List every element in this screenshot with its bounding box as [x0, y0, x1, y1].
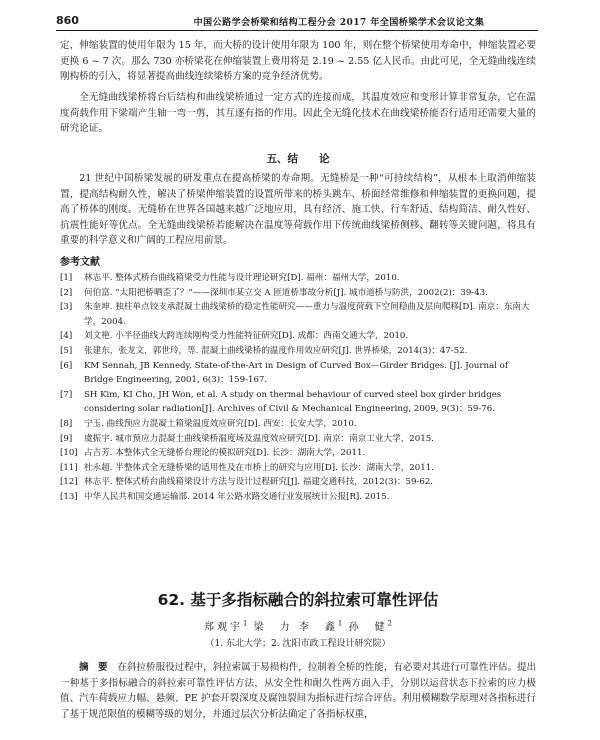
reference-number: [4] — [60, 331, 73, 342]
author-line — [60, 618, 536, 633]
reference-text: 林志平. 整体式桥台曲线箱梁设计方法与设计过程研究[J]. 福建交通科技，2012(3)：59-62. — [84, 477, 434, 488]
reference-list — [60, 271, 536, 505]
abstract — [60, 660, 536, 722]
reference-item — [60, 359, 536, 388]
affiliations: （1. 东北大学；2. 沈阳市政工程设计研究院） — [205, 639, 391, 649]
reference-text: SH Kim, KI Cho, JH Won, et al. A study on thermal behaviour of curved steel box girder bridges considering solar radiation[J]. Archives of Civil & Mechanical Engineering, 2009, 9(3)：59-76. — [84, 389, 502, 415]
reference-item — [60, 344, 536, 359]
reference-text: 中华人民共和国交通运输部. 2014 年公路水路交通行业发展统计公报[R]. 2015. — [84, 491, 390, 502]
author-affiliation-mark: 1 — [243, 619, 248, 628]
body-paragraph-1: 定，伸缩装置的使用年限为 15 年，而大桥的设计使用年限为 100 年，则在整个桥梁使用寿命中，伸缩装置必要更换 6 ~ 7 次。那么 730 亦桥梁花在伸缩装置上费用将是 2.19 ~ 2.55 亿人民币。由此可见，全无缝曲线连续刚构桥的引入，将显著提高曲线连续梁桥方案的竞争经济优势。 — [60, 40, 536, 82]
reference-number: [11] — [60, 462, 78, 473]
author-name: 孙 健 — [348, 622, 388, 633]
reference-text: KM Sennah, JB Kennedy. State-of-the-Art in Design of Curved Box—Girder Bridges. [J]. Journal of Bridge Engineering, 2001, 6(3)：159-167. — [84, 360, 509, 386]
body-paragraph-2: 全无缝曲线梁桥将台后结构和曲线梁桥通过一定方式的连接而成，其温度效应和变形计算非常复杂，它在温度荷载作用下梁端产生轴一弯一剪，其互逐有指的作用。因此全无缝化技术在曲线梁桥能否行适用还需要大量的研究论证。 — [60, 92, 536, 134]
reference-item — [60, 475, 536, 490]
reference-number: [6] — [60, 360, 73, 371]
reference-text: 刘文艳. 小半径曲线大跨连续刚构受力性能特征研究[D]. 成都：西南交通大学，2010. — [84, 331, 409, 342]
reference-item — [60, 432, 536, 447]
author-name: 李 鑫 — [298, 622, 338, 633]
running-header — [56, 10, 538, 30]
reference-item — [60, 490, 536, 505]
reference-item — [60, 446, 536, 461]
body-paragraph-conclusion: 21 世纪中国桥梁发展的研发重点在提高桥梁的寿命期。无缝桥是一种“可持续结构”，从根本上取消伸缩装置，提高结构耐久性，解决了桥梁伸缩装置的设置所带来的桥头跳车、桥面经常维修和伸缩装置的更换问题，提高了桥体的刚度。无缝桥在世界各国越来越广泛地应用，具有经济、施工快、行车舒适、结构简洁、耐久性好、抗震性能好等优点。全无缝曲线梁桥若能解决在温度等荷载作用下传统曲线梁桥侧移、翻转等关键问题，将具有重要的科学意义和广阔的工程应用前景。 — [60, 173, 536, 246]
reference-item — [60, 417, 536, 432]
reference-number: [13] — [60, 491, 78, 502]
reference-text: 占吉芳. 本整体式全无缝桥台理论的模拟研究[D]. 长沙：湖南大学，2011. — [84, 448, 366, 459]
reference-item — [60, 271, 536, 286]
reference-text: 杜永超. 半整体式全无缝桥梁的适用性及在市桥上的研究与应用[D]. 长沙：湖南大学，2011. — [84, 462, 434, 473]
reference-item — [60, 461, 536, 476]
reference-number: [10] — [60, 448, 78, 459]
reference-number: [3] — [60, 302, 73, 313]
reference-text: 虞振宇. 城市预应力混凝土曲线梁桥温度场及温度效应研究[D]. 南京：南京工业大学，2015. — [84, 433, 434, 444]
abstract-text: 在斜拉桥服役过程中，斜拉索属于易损构件，拉制着全桥的性能，有必要对其进行可靠性评估。提出一种基于多指标融合的斜拉索可靠性评估方法，从安全性和耐久性两方面入手，分别以运营状态下拉索的应力极值、汽车荷载应力幅、悬频、PE 护套开裂深度及腐蚀裂间为指标进行综合评估。利用模糊数学原理对各指标进行了基于规范限值的模糊等级的划分，并通过层次分析法确定了各指标权重， — [60, 662, 536, 720]
reference-text: 何伯富. “太阳把桥晒歪了？”——深圳市某立交 A 匝道桥事故分析[J]. 城市道桥与防洪，2002(2)：39-43. — [84, 287, 488, 298]
reference-number: [9] — [60, 433, 73, 444]
author-name: 梁 力 — [253, 622, 293, 633]
section-heading-conclusion: 五、结 论 — [266, 153, 330, 165]
reference-item — [60, 300, 536, 329]
article-title: 62. 基于多指标融合的斜拉索可靠性评估 — [157, 591, 439, 609]
author-affiliation-mark: 2 — [387, 619, 392, 628]
references-heading: 参考文献 — [60, 257, 100, 268]
reference-number: [1] — [60, 273, 73, 283]
reference-text: 张建东，张龙文，郭世玲，等. 混凝土曲线梁桥的温度作用效应研究[J]. 世界桥梁，2014(3)：47-52. — [84, 345, 468, 356]
reference-item — [60, 329, 536, 344]
reference-number: [7] — [60, 389, 73, 400]
reference-text: 林志平. 整体式桥台曲线箱梁受力性能与设计理论研究[D]. 福州：福州大学，2010. — [84, 273, 400, 283]
reference-number: [12] — [60, 477, 78, 488]
header-rule — [56, 30, 538, 31]
reference-item — [60, 388, 536, 417]
reference-text: 朱奎坤. 独柱单点铰支承混凝土曲线梁桥的稳定性能研究——重力与温度荷载下空间稳曲及层向爬移[D]. 南京：东南大学，2004. — [84, 302, 530, 327]
running-title: 中国公路学会桥梁和结构工程分会 2017 年全国桥梁学术会议论文集 — [193, 18, 485, 28]
reference-item — [60, 286, 536, 301]
reference-number: [8] — [60, 418, 73, 429]
author-affiliation-mark: 1 — [337, 619, 343, 628]
abstract-label: 摘 要 — [79, 662, 108, 673]
author-name: 郑观宇 — [204, 622, 244, 633]
page-number: 860 — [56, 14, 79, 27]
reference-number: [2] — [60, 287, 73, 298]
reference-number: [5] — [60, 345, 73, 356]
reference-text: 宁玉. 曲线预应力混凝土箱梁温度效应研究[D]. 西安：长安大学，2010. — [84, 418, 357, 429]
